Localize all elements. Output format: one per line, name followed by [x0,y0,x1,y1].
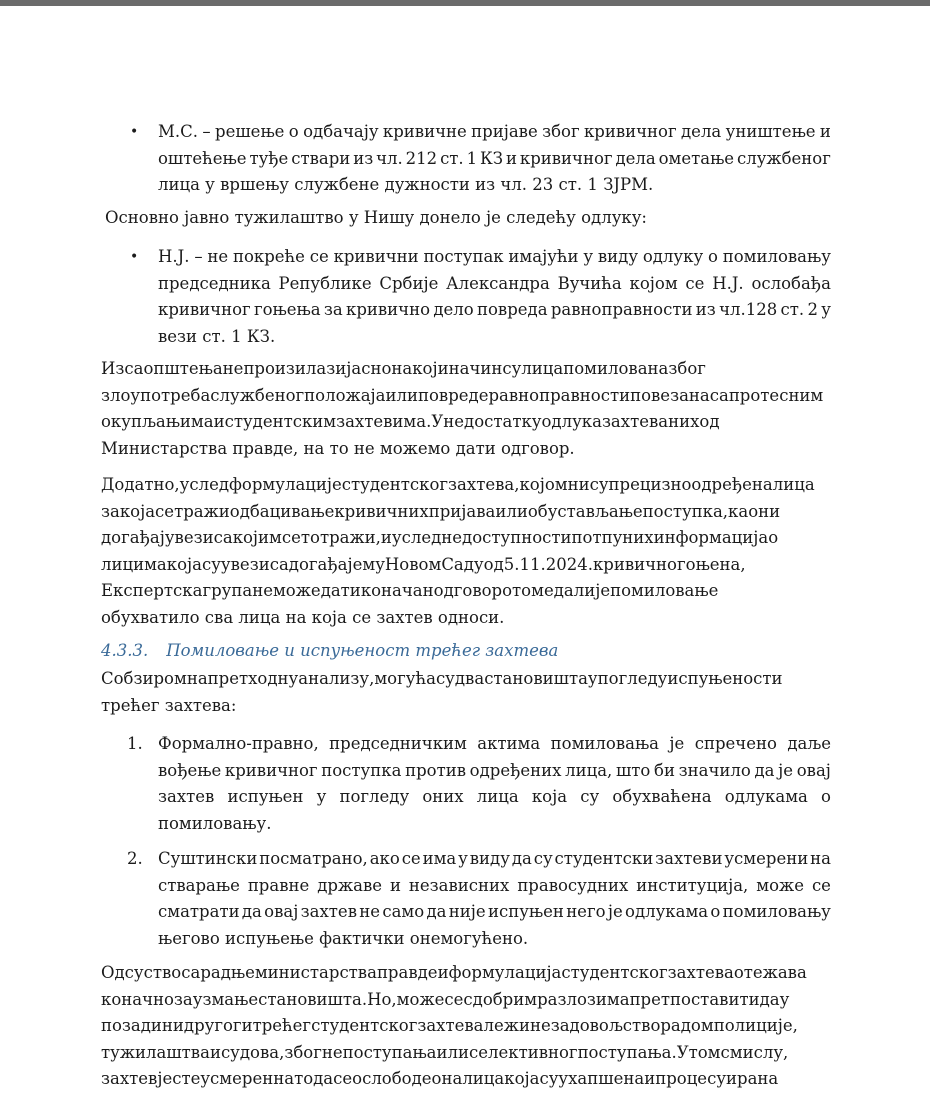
text-line: закојасетражиодбацивањекривичнихпријаваилиобустављањепоступка,каони [101,501,781,521]
bullet-marker: • [130,124,139,140]
bullet-item-ms [158,119,831,199]
paragraph [101,960,831,1093]
text-line: позадинидругогитрећегстудентскогзахтевалежинезадовољстворадомполиције, [101,1016,798,1035]
text-line: Н.Ј. – не покреће се кривични поступак имајући у виду одлуку о помиловању [158,247,831,266]
section-heading [101,638,558,664]
text-line: председника Републике Србије Александра Вучића којом се Н.Ј. ослобађа [158,273,831,293]
text-line: трећег захтева: [101,695,237,715]
text-line: Експертскагрупанеможедатиконачанодговоротомедалијепомиловање [101,581,719,600]
text-line: Основно јавно тужилаштво у Нишу донело је следећу одлуку: [105,208,647,227]
numbered-item-2 [158,846,831,952]
text-line: захтевјестеусмереннатодасеослободеоналицакојасуухапшенаипроцесуирана [101,1069,779,1088]
text-line: М.С. – решење о одбачају кривичне пријаве због кривичног дела уништење и [158,122,831,141]
paragraph [101,472,831,631]
text-line: вези ст. 1 КЗ. [158,326,276,346]
text-line: Додатно,уследформулацијестудентскогзахтева,којомнисупрецизноодређеналица [101,475,815,494]
text-line: Изсаопштењанепроизилазијаснонакојиначинсулицапомилованазбог [101,359,706,378]
bullet-marker: • [130,249,139,265]
text-line: обухватило сва лица на која се захтев односи. [101,607,505,627]
text-line: лица у вршењу службене дужности из чл. 23 ст. 1 ЗЈРМ. [158,175,654,194]
text-line: лицимакојасуувезисадогађајемуНовомСадуод5.11.2024.кривичногоњена, [101,554,746,574]
intro-paragraph [105,205,835,232]
list-number: 1. [127,734,143,753]
paragraph [101,356,831,462]
text-line: Одсуствосарадњеминистарстваправдеиформулацијастудентскогзахтеваотежава [101,963,807,982]
text-line: његово испуњење фактички онемогућено. [158,928,529,948]
text-line: окупљањимаистудентскимзахтевима.Унедостаткуодлуказахтеваниход [101,412,720,431]
text-line: захтев испуњен у погледу оних лица која су обухваћена одлукама о [158,787,831,806]
text-line: Собзиромнапретходнуанализу,могућасудвастановиштаупогледуиспуњености [101,669,783,688]
text-line: помиловању. [158,813,272,833]
text-line: Суштински посматрано, ако се има у виду да су студентски захтеви усмерени на [158,849,831,868]
bullet-item-nj [158,244,831,350]
text-line: стварање правне државе и независних правосудних институција, може се [158,875,831,895]
text-line: оштећење туђе ствари из чл. 212 ст. 1 КЗ и кривичног дела ометање службеног [158,148,831,168]
text-line: коначнозаузмањестановишта.Но,можесесдобримразлозимапретпоставитидау [101,989,790,1009]
text-line: тужилаштваисудова,збогнепоступањаилиселективногпоступања.Утомсмислу, [101,1042,789,1062]
text-line: сматрати да овај захтев не само да није испуњен него је одлукама о помиловању [158,902,831,921]
text-line: догађајувезисакојимсетотражи,иуследнедоступностипотпунихинформацијао [101,528,779,547]
section-number: 4.3.3. [101,641,149,660]
paragraph [101,666,831,719]
numbered-item-1 [158,731,831,837]
text-line: кривичног гоњења за кривично дело повреда равноправности из чл.128 ст. 2 у [158,300,831,319]
text-line: злоупотребаслужбеногположајаилиповредеравноправностиповезанасапротесним [101,385,824,405]
text-line: вођење кривичног поступка против одређених лица, што би значило да је овај [158,760,831,780]
text-line: Министарства правде, на то не можемо дати одговор. [101,438,575,458]
list-number: 2. [127,849,143,868]
section-title: Помиловање и испуњеност трећег захтева [166,641,559,660]
text-line: Формално-правно, председничким актима помиловања је спречено даље [158,734,831,753]
